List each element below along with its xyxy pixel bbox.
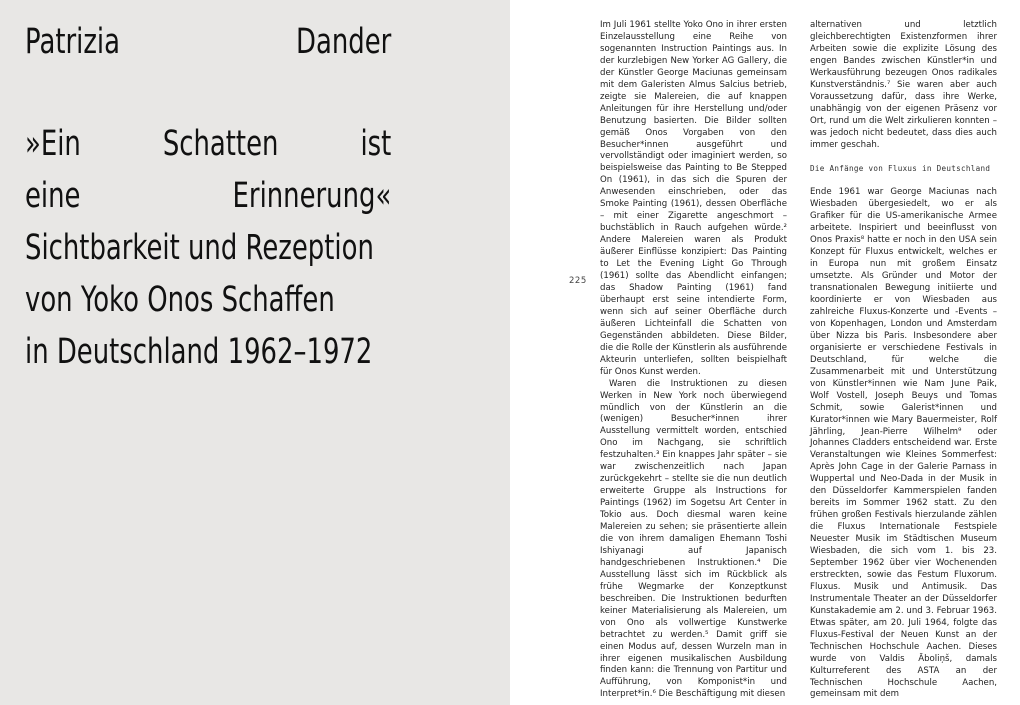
- page-number: 225: [569, 276, 587, 286]
- title-word: Erinnerung«: [232, 176, 392, 216]
- author-name: [25, 16, 391, 68]
- paragraph: Waren die Instruktionen zu diesen Werken in New York noch überwiegend mündlich von der Künstlerin an die (wenigen) Besucher*innen ihrer Ausstellung vermittelt worden, entschied Ono im Nachgang, sie schriftlich festzuhalten.³ Ein knappes Jahr später – sie war zwischenzeitlich nach Japan zurückgekehrt – stellte sie die nun deutlich erweiterte Gruppe als Instructions for Paintings (1962) im Sogetsu Art Center in Tokio aus. Doch diesmal waren keine Malereien zu sehen; sie präsentierte allein die von ihrem damaligen Ehemann Toshi Ishiyanagi auf Japanisch handgeschriebenen Instruktionen.⁴ Die Ausstellung lässt sich im Rückblick als frühe Wegmarke der Konzeptkunst beschreiben. Die Instruktionen bedurften keiner Materialisierung als Malereien, um von Ono als vollwertige Kunstwerke betrachtet zu werden.⁵ Damit griff sie einen Modus auf, dessen Wurzeln man in ihrer eigenen musikalischen Ausbildung finden kann: die Trennung von Partitur und Aufführung, von Komponist*in und Interpret*in.⁶ Die Beschäftigung mit diesen: [600, 378, 787, 700]
- author-last-name: Dander: [296, 22, 392, 62]
- article-title: [25, 118, 391, 378]
- section-heading: Die Anfänge von Fluxus in Deutschland: [810, 164, 991, 174]
- title-line-4: von Yoko Onos Schaffen: [25, 280, 335, 320]
- author-first-name: Patrizia: [25, 22, 120, 62]
- title-word: Schatten: [162, 124, 279, 164]
- paragraph: Ende 1961 war George Maciunas nach Wiesbaden übergesiedelt, wo er als Grafiker für die US-amerikanische Armee arbeitete. Inspiriert und beeinflusst von Onos Praxis⁸ hatte er noch in den USA sein Konzept für Fluxus entwickelt, welches er in Europa nun mit großem Einsatz umsetzte. Als Gründer und Motor der transnationalen Bewegung initiierte und koordinierte er von Wiesbaden aus zahlreiche Fluxus-Konzerte und -Events – von Kopenhagen, London und Amsterdam über Nizza bis Paris. Insbesondere aber organisierte er verschiedene Festivals in Deutschland, für welche die Zusammenarbeit mit und Unterstützung von Künstler*innen wie Nam June Paik, Wolf Vostell, Joseph Beuys und Tomas Schmit, sowie Galerist*innen und Kurator*innen wie Mary Bauermeister, Rolf Jährling, Jean-Pierre Wilhelm⁹ oder Johannes Cladders entscheidend war. Erste Veranstaltungen wie Kleines Sommerfest: Après John Cage in der Galerie Parnass in Wuppertal und Neo-Dada in der Musik in den Düsseldorfer Kammerspielen fanden bereits im Sommer 1962 statt. Zu den frühen großen Festivals hierzulande zählen die Fluxus Internationale Festspiele Neuester Musik im Städtischen Museum Wiesbaden, die sich vom 1. bis 23. September 1962 über vier Wochenenden erstreckten, sowie das Festum Fluxorum. Fluxus. Musik und Antimusik. Das Instrumentale Theater an der Düsseldorfer Kunstakademie am 2. und 3. Februar 1963. Etwas später, am 20. Juli 1964, folgte das Fluxus-Festival der Neuen Kunst an der Technischen Hochschule Aachen. Dieses wurde von Valdis Āboliņš, damals Kulturreferent des ASTA an der Technischen Hochschule Aachen, gemeinsam mit dem: [810, 187, 997, 700]
- title-word: ist: [360, 124, 392, 164]
- title-line-1: [25, 118, 391, 170]
- text-column-1: [600, 20, 787, 701]
- title-line-5: in Deutschland 1962–1972: [25, 332, 373, 372]
- title-word: eine: [25, 176, 81, 216]
- title-line-2: [25, 170, 391, 222]
- text-column-2: [810, 20, 997, 701]
- paragraph: alternativen und letztlich gleichberechtigten Existenzformen ihrer Arbeiten sowie die explizite Lösung des engen Bandes zwischen Künstler*in und Werkausführung bezeugen Onos radikales Kunstverständnis.⁷ Sie waren aber auch Voraussetzung dafür, dass ihre Werke, unabhängig von der eigenen Präsenz vor Ort, rund um die Welt zirkulieren konnten – was jedoch nicht bedeutet, dass dies auch immer geschah.: [810, 20, 997, 150]
- title-line-3: Sichtbarkeit und Rezeption: [25, 228, 374, 268]
- paragraph: Im Juli 1961 stellte Yoko Ono in ihrer ersten Einzelausstellung eine Reihe von sogenannten Instruction Paintings aus. In der kurzlebigen New Yorker AG Gallery, die der Künstler George Maciunas gemeinsam mit dem Galeristen Almus Salcius betrieb, zeigte sie Malereien, die auf knappen Anleitungen für ihre Herstellung und/oder Benutzung basierten. Die Bilder sollten gemäß Onos Vorgaben von den Besucher*innen ausgeführt und vervollständigt oder imaginiert werden, so beispielsweise das Painting to Be Stepped On (1961), in das sich die Spuren der Anwesenden einschrieben, oder das Smoke Painting (1961), dessen Oberfläche – mit einer Zigarette angeschmort – buchstäblich in Rauch aufgehen würde.² Andere Malereien waren als Produkt äußerer Einflüsse konzipiert: Das Painting to Let the Evening Light Go Through (1961) sollte das Abendlicht einfangen; das Shadow Painting (1961) fand überhaupt erst seine intendierte Form, wenn sich auf seiner Oberfläche durch äußeren Lichteinfall die Schatten von Gegenständen abbildeten. Diese Bilder, die die Rolle der Künstlerin als ausführende Akteurin unterliefen, sollten beispielhaft für Onos Kunst werden.: [600, 20, 787, 377]
- title-word: »Ein: [25, 124, 81, 164]
